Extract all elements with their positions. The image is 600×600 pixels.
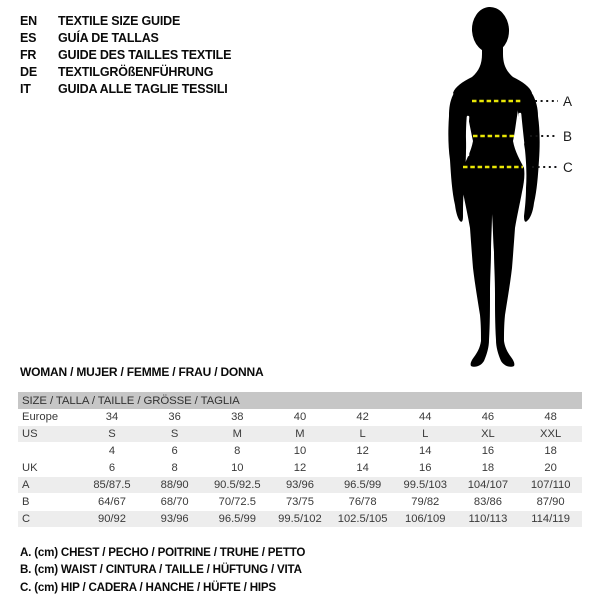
legend-chest: A. (cm) CHEST / PECHO / POITRINE / TRUHE / PETTO [20,546,306,559]
size-cell: 42 [356,411,369,423]
size-cell: S [170,428,179,440]
size-cell: 85/87.5 [93,479,131,491]
size-cell: 20 [544,462,557,474]
table-row [18,409,582,426]
size-cell: 90.5/92.5 [213,479,261,491]
size-cell: 87/90 [536,496,565,508]
language-title-block [20,13,231,98]
row-label: US [22,428,38,440]
size-table-header: SIZE / TALLA / TAILLE / GRÖSSE / TAGLIA [18,392,582,409]
language-title: GUIDA ALLE TAGLIE TESSILI [58,82,228,96]
size-cell: 16 [419,462,432,474]
size-cell: 107/110 [530,479,571,491]
woman-silhouette-figure [425,0,600,380]
size-cell: 12 [293,462,307,474]
size-cell: 8 [234,445,241,457]
size-cell: 96.5/99 [343,479,382,491]
size-cell: 83/86 [473,496,502,508]
measurement-legend [20,544,305,596]
size-cell: M [232,428,242,440]
size-table-header-row [18,392,582,409]
table-row [18,494,582,511]
hip-label: C [563,160,573,175]
size-cell: XXL [540,428,562,440]
waist-label: B [563,129,573,144]
size-cell: 10 [231,462,244,474]
size-cell: 68/70 [160,496,189,508]
size-cell: 14 [356,462,369,474]
size-cell: 46 [481,411,495,423]
size-cell: 6 [171,445,178,457]
size-cell: 99.5/102 [278,513,322,525]
section-title-woman: WOMAN / MUJER / FEMME / FRAU / DONNA [20,365,264,379]
size-cell: 114/119 [531,513,571,525]
language-title: TEXTILE SIZE GUIDE [58,14,181,28]
size-cell: 16 [481,445,495,457]
size-cell: 88/90 [160,479,189,491]
language-row [20,13,231,30]
row-label [18,443,81,460]
size-cell: 99.5/103 [403,479,448,491]
row-label: UK [22,462,38,474]
row-label: A [22,479,30,491]
size-cell: 8 [171,462,178,474]
size-cell: 93/96 [160,513,189,525]
size-cell: 36 [168,411,181,423]
size-cell: L [359,428,366,440]
size-cell: XL [481,428,495,440]
table-row [18,426,582,443]
size-cell: S [108,428,116,440]
language-title: GUIDE DES TAILLES TEXTILE [58,48,232,62]
size-cell: 18 [544,445,557,457]
language-code: ES [20,31,37,45]
size-cell: 38 [231,411,244,423]
language-code: FR [20,48,37,62]
language-row [20,64,231,81]
size-cell: 104/107 [467,479,509,491]
size-cell: 70/72.5 [218,496,256,508]
language-code: EN [20,14,37,28]
table-row [18,460,582,477]
size-cell: 102.5/105 [337,513,388,525]
size-cell: 18 [481,462,495,474]
size-cell: 48 [544,411,557,423]
size-table-body [18,409,582,528]
table-row [18,477,582,494]
size-cell: 106/109 [405,513,446,525]
language-row [20,81,231,98]
size-cell: 73/75 [285,496,314,508]
language-title: TEXTILGRÖßENFÜHRUNG [58,65,214,79]
size-cell: 76/78 [348,496,377,508]
chest-label: A [563,94,573,109]
size-cell: 79/82 [411,496,440,508]
size-cell: M [295,428,305,440]
size-cell: 93/96 [285,479,314,491]
size-cell: 6 [108,462,116,474]
size-cell: 44 [419,411,432,423]
language-code: IT [20,82,31,96]
size-cell: 40 [293,411,307,423]
table-row [18,443,582,460]
row-label: B [22,496,30,508]
size-cell: 10 [293,445,307,457]
size-cell: 12 [356,445,369,457]
language-code: DE [20,65,37,79]
row-label: Europe [22,411,59,423]
left-arm-gap [467,117,468,155]
size-cell: L [422,428,429,440]
size-table [18,392,582,528]
table-row [18,511,582,528]
size-cell: 34 [105,411,119,423]
size-cell: 90/92 [97,513,126,525]
size-cell: 110/113 [468,513,508,525]
size-cell: 4 [108,445,116,457]
language-row [20,47,231,64]
legend-waist: B. (cm) WAIST / CINTURA / TAILLE / HÜFTUNG / VITA [20,563,302,577]
language-title: GUÍA DE TALLAS [58,31,159,45]
legend-hip: C. (cm) HIP / CADERA / HANCHE / HÜFTE / HIPS [20,580,276,594]
language-row [20,30,231,47]
size-cell: 96.5/99 [218,513,256,525]
size-cell: 64/67 [97,496,126,508]
size-cell: 14 [419,445,432,457]
row-label: C [22,513,31,525]
